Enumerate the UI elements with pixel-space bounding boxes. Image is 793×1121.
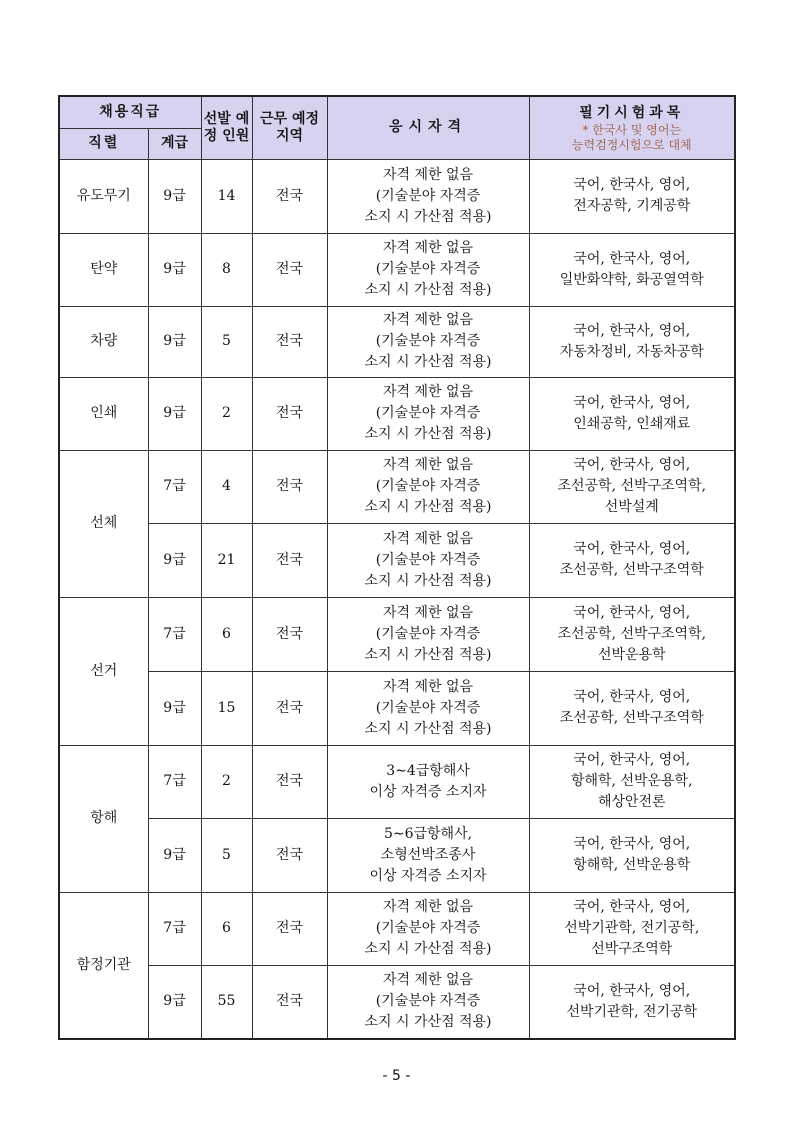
qualification-cell-line: (기술분야 자격증 xyxy=(375,625,481,642)
subjects-cell xyxy=(529,450,735,523)
header-series: 직렬 xyxy=(59,128,148,159)
qualification-cell-line: (기술분야 자격증 xyxy=(375,405,481,421)
subjects-cell-line: 국어, 한국사, 영어, xyxy=(573,394,691,411)
region-cell: 전국 xyxy=(252,450,327,523)
region-cell: 전국 xyxy=(252,306,327,377)
subjects-cell xyxy=(529,233,735,306)
subjects-cell-line: 조선공학, 선박구조역학 xyxy=(559,710,704,726)
qualification-cell-line: 자격 제한 없음 xyxy=(382,604,474,621)
count-cell: 5 xyxy=(201,306,252,377)
qualification-cell-line: 자격 제한 없음 xyxy=(382,530,474,547)
qualification-cell-line: 소지 시 가산점 적용) xyxy=(364,208,492,225)
table-row xyxy=(59,818,735,892)
header-job: 채용직급 xyxy=(59,96,201,128)
table-row xyxy=(59,523,735,597)
grade-cell: 7급 xyxy=(148,597,201,671)
qualification-cell xyxy=(327,306,529,377)
table-row xyxy=(59,892,735,965)
qualification-cell xyxy=(327,523,529,597)
subjects-cell-line: 선박구조역학 xyxy=(591,941,673,957)
qualification-cell-line: (기술분야 자격증 xyxy=(375,478,481,494)
subjects-cell xyxy=(529,597,735,671)
table-row xyxy=(59,159,735,233)
qualification-cell xyxy=(327,965,529,1039)
grade-cell: 9급 xyxy=(148,818,201,892)
page-number: - 5 - xyxy=(382,1068,411,1084)
count-cell: 6 xyxy=(201,597,252,671)
region-cell: 전국 xyxy=(252,818,327,892)
subjects-cell xyxy=(529,965,735,1039)
subjects-cell-line: 조선공학, 선박구조역학, xyxy=(557,625,707,642)
qualification-cell-line: 자격 제한 없음 xyxy=(382,972,474,989)
series-cell: 탄약 xyxy=(59,233,148,306)
qualification-cell-line: 소지 시 가산점 적용) xyxy=(364,354,492,370)
count-cell: 14 xyxy=(201,159,252,233)
subjects-cell-line: 국어, 한국사, 영어, xyxy=(573,322,691,339)
qualification-cell-line: (기술분야 자격증 xyxy=(375,261,481,277)
series-cell: 차량 xyxy=(59,306,148,377)
qualification-cell-line: 3∼4급항해사 xyxy=(386,762,470,779)
qualification-cell-line: 소형선박조종사 xyxy=(380,846,476,863)
header-subjects: 필기시험과목 * 한국사 및 영어는 능력검정시험으로 대체 xyxy=(529,96,735,159)
table-row xyxy=(59,450,735,523)
qualification-cell-line: (기술분야 자격증 xyxy=(375,187,481,204)
subjects-cell-line: 선박기관학, 전기공학, xyxy=(564,920,700,936)
subjects-cell-line: 전자공학, 기계공학 xyxy=(573,198,691,214)
grade-cell: 9급 xyxy=(148,306,201,377)
qualification-cell-line: 자격 제한 없음 xyxy=(382,166,474,183)
count-cell: 5 xyxy=(201,818,252,892)
subjects-cell xyxy=(529,671,735,745)
table-row xyxy=(59,306,735,377)
table-body xyxy=(59,159,735,1039)
count-cell: 2 xyxy=(201,745,252,818)
subjects-cell-line: 해상안전론 xyxy=(597,794,666,810)
subjects-cell-line: 선박기관학, 전기공학 xyxy=(566,1003,698,1020)
qualification-cell-line: 5∼6급항해사, xyxy=(383,825,473,842)
table-row xyxy=(59,233,735,306)
qualification-cell-line: 소지 시 가산점 적용) xyxy=(364,426,492,442)
subjects-cell-line: 국어, 한국사, 영어, xyxy=(573,689,691,705)
grade-cell: 9급 xyxy=(148,671,201,745)
subjects-cell-line: 국어, 한국사, 영어, xyxy=(573,604,691,621)
subjects-cell-line: 국어, 한국사, 영어, xyxy=(573,899,691,915)
series-cell: 유도무기 xyxy=(59,159,148,233)
table-row xyxy=(59,377,735,450)
qualification-cell xyxy=(327,671,529,745)
series-cell: 선체 xyxy=(59,450,148,597)
grade-cell: 7급 xyxy=(148,892,201,965)
series-cell: 인쇄 xyxy=(59,377,148,450)
subjects-cell xyxy=(529,377,735,450)
qualification-cell-line: 소지 시 가산점 적용) xyxy=(364,646,492,663)
series-cell: 함정기관 xyxy=(59,892,148,1039)
subjects-cell-line: 조선공학, 선박구조역학 xyxy=(559,562,704,578)
grade-cell: 9급 xyxy=(148,233,201,306)
subjects-cell-line: 항해학, 선박운용학, xyxy=(570,773,693,789)
subjects-cell-line: 국어, 한국사, 영어, xyxy=(573,250,691,267)
qualification-cell xyxy=(327,818,529,892)
qualification-cell-line: (기술분야 자격증 xyxy=(375,333,481,349)
header-count: 선발 예정 인원 xyxy=(201,96,252,159)
series-cell: 선거 xyxy=(59,597,148,745)
qualification-cell xyxy=(327,450,529,523)
region-cell: 전국 xyxy=(252,597,327,671)
series-cell: 항해 xyxy=(59,745,148,892)
subjects-cell xyxy=(529,159,735,233)
region-cell: 전국 xyxy=(252,523,327,597)
table-row xyxy=(59,745,735,818)
count-cell: 55 xyxy=(201,965,252,1039)
qualification-cell-line: 소지 시 가산점 적용) xyxy=(364,720,492,737)
count-cell: 15 xyxy=(201,671,252,745)
subjects-cell-line: 인쇄공학, 인쇄재료 xyxy=(573,415,691,432)
header-region: 근무 예정 지역 xyxy=(252,96,327,159)
qualification-cell xyxy=(327,159,529,233)
subjects-cell xyxy=(529,892,735,965)
subjects-cell xyxy=(529,818,735,892)
table-row xyxy=(59,965,735,1039)
subjects-cell-line: 선박운용학 xyxy=(597,646,666,663)
subjects-cell-line: 일반화약학, 화공열역학 xyxy=(559,271,704,288)
qualification-cell-line: 자격 제한 없음 xyxy=(382,899,474,915)
region-cell: 전국 xyxy=(252,892,327,965)
qualification-cell-line: 소지 시 가산점 적용) xyxy=(364,572,492,589)
region-cell: 전국 xyxy=(252,965,327,1039)
qualification-cell-line: 소지 시 가산점 적용) xyxy=(364,1014,492,1031)
region-cell: 전국 xyxy=(252,159,327,233)
subjects-cell-line: 국어, 한국사, 영어, xyxy=(573,541,691,557)
header-grade: 계급 xyxy=(148,128,201,159)
grade-cell: 9급 xyxy=(148,159,201,233)
count-cell: 6 xyxy=(201,892,252,965)
subjects-cell-line: 국어, 한국사, 영어, xyxy=(573,982,691,999)
subjects-cell-line: 자동차정비, 자동차공학 xyxy=(559,343,704,360)
subjects-cell-line: 국어, 한국사, 영어, xyxy=(573,836,691,852)
qualification-cell-line: (기술분야 자격증 xyxy=(375,699,481,716)
grade-cell: 7급 xyxy=(148,450,201,523)
qualification-cell xyxy=(327,892,529,965)
table-row xyxy=(59,671,735,745)
count-cell: 2 xyxy=(201,377,252,450)
subjects-cell xyxy=(529,523,735,597)
qualification-cell xyxy=(327,377,529,450)
header-qualification: 응시자격 xyxy=(327,96,529,159)
region-cell: 전국 xyxy=(252,377,327,450)
qualification-cell-line: (기술분야 자격증 xyxy=(375,551,481,568)
subjects-cell-line: 항해학, 선박운용학 xyxy=(573,857,691,873)
subjects-cell xyxy=(529,745,735,818)
region-cell: 전국 xyxy=(252,671,327,745)
count-cell: 21 xyxy=(201,523,252,597)
qualification-cell-line: 이상 자격증 소지자 xyxy=(369,867,487,884)
region-cell: 전국 xyxy=(252,233,327,306)
qualification-cell-line: 소지 시 가산점 적용) xyxy=(364,499,492,515)
recruitment-table xyxy=(58,95,736,1040)
qualification-cell-line: 자격 제한 없음 xyxy=(382,240,474,256)
qualification-cell-line: 소지 시 가산점 적용) xyxy=(364,282,492,298)
qualification-cell-line: 소지 시 가산점 적용) xyxy=(364,941,492,957)
region-cell: 전국 xyxy=(252,745,327,818)
subjects-cell-line: 선박설계 xyxy=(604,499,659,515)
qualification-cell xyxy=(327,597,529,671)
qualification-cell-line: 자격 제한 없음 xyxy=(382,312,474,328)
qualification-cell-line: (기술분야 자격증 xyxy=(375,920,481,936)
qualification-cell xyxy=(327,745,529,818)
qualification-cell-line: 자격 제한 없음 xyxy=(382,457,474,473)
table-row xyxy=(59,597,735,671)
subjects-cell-line: 국어, 한국사, 영어, xyxy=(573,752,691,768)
grade-cell: 9급 xyxy=(148,523,201,597)
qualification-cell-line: 이상 자격증 소지자 xyxy=(369,783,487,800)
qualification-cell-line: 자격 제한 없음 xyxy=(382,678,474,695)
grade-cell: 9급 xyxy=(148,965,201,1039)
qualification-cell xyxy=(327,233,529,306)
subjects-cell xyxy=(529,306,735,377)
subjects-cell-line: 국어, 한국사, 영어, xyxy=(573,177,691,193)
qualification-cell-line: (기술분야 자격증 xyxy=(375,993,481,1010)
qualification-cell-line: 자격 제한 없음 xyxy=(382,384,474,400)
grade-cell: 7급 xyxy=(148,745,201,818)
subjects-cell-line: 국어, 한국사, 영어, xyxy=(573,457,691,473)
count-cell: 4 xyxy=(201,450,252,523)
grade-cell: 9급 xyxy=(148,377,201,450)
subjects-cell-line: 조선공학, 선박구조역학, xyxy=(557,478,707,494)
count-cell: 8 xyxy=(201,233,252,306)
